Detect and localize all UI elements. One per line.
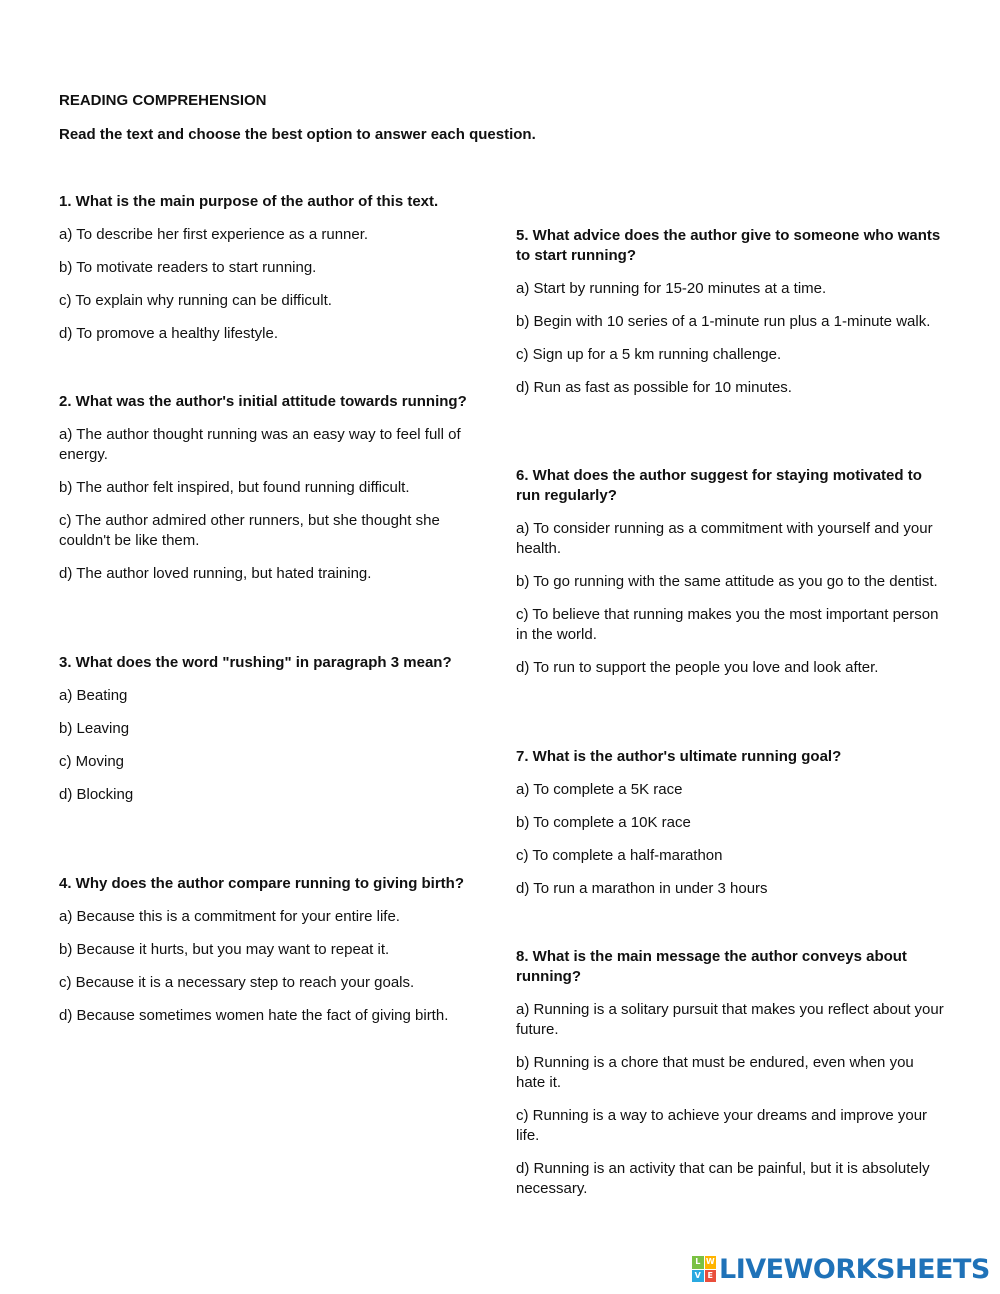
- answer-option[interactable]: d) Running is an activity that can be painful, but it is absolutely necessary.: [516, 1160, 930, 1197]
- question-text: 8. What is the main message the author conveys about running?: [516, 948, 907, 985]
- answer-option[interactable]: b) To go running with the same attitude as you go to the dentist.: [516, 573, 938, 590]
- answer-option[interactable]: b) Leaving: [59, 720, 130, 737]
- answer-option[interactable]: c) To believe that running makes you the most important person in the world.: [516, 606, 939, 643]
- answer-option[interactable]: b) Running is a chore that must be endured, even when you hate it.: [516, 1054, 914, 1091]
- question-text: 3. What does the word "rushing" in paragraph 3 mean?: [59, 654, 452, 671]
- answer-option[interactable]: a) Running is a solitary pursuit that makes you reflect about your future.: [516, 1001, 944, 1038]
- answer-option[interactable]: d) Because sometimes women hate the fact of giving birth.: [59, 1007, 449, 1024]
- answer-option[interactable]: c) Sign up for a 5 km running challenge.: [516, 346, 782, 363]
- question-3: [59, 653, 489, 818]
- logo-text: LIVEWORKSHEETS: [719, 1253, 990, 1285]
- answer-option[interactable]: d) Blocking: [59, 786, 134, 803]
- question-4: [59, 874, 489, 1039]
- question-2: [59, 392, 489, 597]
- question-text: 6. What does the author suggest for staying motivated to run regularly?: [516, 467, 922, 504]
- answer-option[interactable]: d) The author loved running, but hated training.: [59, 565, 372, 582]
- answer-option[interactable]: c) To explain why running can be difficult.: [59, 292, 332, 309]
- answer-option[interactable]: c) Running is a way to achieve your dreams and improve your life.: [516, 1107, 928, 1144]
- answer-option[interactable]: d) To run a marathon in under 3 hours: [516, 880, 768, 897]
- logo-mark-letter: E: [705, 1270, 717, 1283]
- question-7: [516, 747, 946, 912]
- answer-option[interactable]: b) To motivate readers to start running.: [59, 259, 317, 276]
- logo-mark-letter: V: [692, 1270, 704, 1283]
- logo-mark-letter: L: [692, 1256, 704, 1269]
- logo-mark-letter: W: [705, 1256, 717, 1269]
- question-8: [516, 947, 946, 1212]
- question-text: 7. What is the author's ultimate running goal?: [516, 748, 842, 765]
- question-text: 4. Why does the author compare running to giving birth?: [59, 875, 465, 892]
- question-6: [516, 466, 946, 691]
- instructions: Read the text and choose the best option to answer each question.: [59, 126, 536, 143]
- liveworksheets-logo: [692, 1253, 990, 1285]
- answer-option[interactable]: a) The author thought running was an easy way to feel full of energy.: [59, 426, 461, 463]
- answer-option[interactable]: b) Begin with 10 series of a 1-minute run plus a 1-minute walk.: [516, 313, 931, 330]
- answer-option[interactable]: d) Run as fast as possible for 10 minutes.: [516, 379, 792, 396]
- answer-option[interactable]: c) Because it is a necessary step to reach your goals.: [59, 974, 415, 991]
- answer-option[interactable]: c) To complete a half-marathon: [516, 847, 723, 864]
- answer-option[interactable]: b) The author felt inspired, but found running difficult.: [59, 479, 410, 496]
- question-text: 2. What was the author's initial attitude towards running?: [59, 393, 467, 410]
- answer-option[interactable]: b) To complete a 10K race: [516, 814, 691, 831]
- answer-option[interactable]: c) Moving: [59, 753, 125, 770]
- answer-option[interactable]: a) To consider running as a commitment with yourself and your health.: [516, 520, 933, 557]
- answer-option[interactable]: a) Start by running for 15-20 minutes at a time.: [516, 280, 827, 297]
- question-text: 1. What is the main purpose of the author of this text.: [59, 193, 439, 210]
- question-5: [516, 226, 946, 411]
- answer-option[interactable]: d) To run to support the people you love and look after.: [516, 659, 879, 676]
- logo-mark-icon: [692, 1256, 716, 1282]
- answer-option[interactable]: b) Because it hurts, but you may want to repeat it.: [59, 941, 390, 958]
- page-title: READING COMPREHENSION: [59, 92, 267, 109]
- question-1: [59, 192, 489, 357]
- answer-option[interactable]: a) To describe her first experience as a runner.: [59, 226, 369, 243]
- answer-option[interactable]: c) The author admired other runners, but she thought she couldn't be like them.: [59, 512, 440, 549]
- answer-option[interactable]: a) Beating: [59, 687, 128, 704]
- answer-option[interactable]: d) To promove a healthy lifestyle.: [59, 325, 279, 342]
- answer-option[interactable]: a) To complete a 5K race: [516, 781, 683, 798]
- question-text: 5. What advice does the author give to someone who wants to start running?: [516, 227, 941, 264]
- answer-option[interactable]: a) Because this is a commitment for your entire life.: [59, 908, 400, 925]
